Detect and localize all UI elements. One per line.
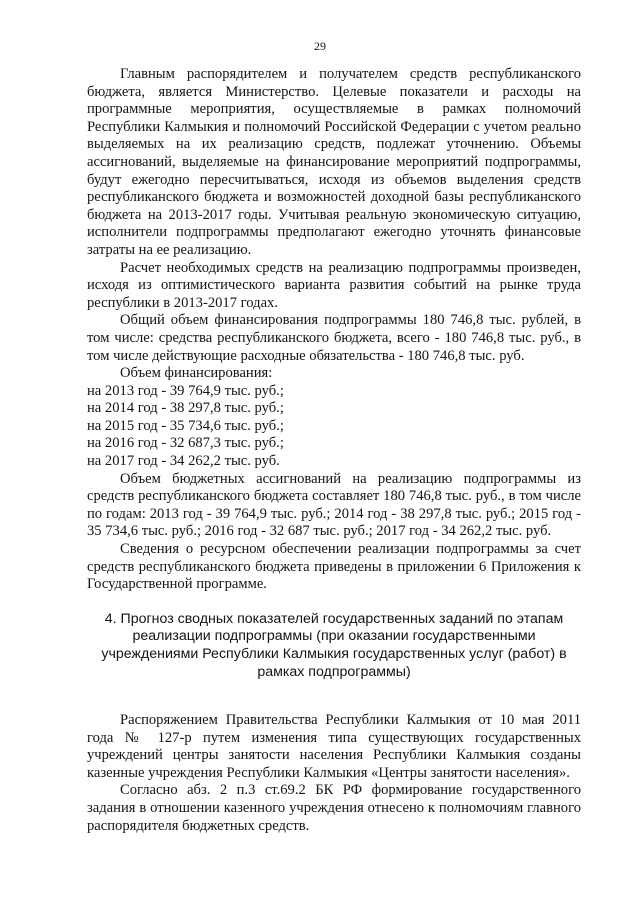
document-body	[87, 66, 581, 681]
funding-year-item: на 2016 год - 32 687,3 тыс. руб.;	[87, 435, 284, 452]
section-heading: 4. Прогноз сводных показателей государственных заданий по этапам реализации подпрограммы (при оказании государственными учреждениями Республики Калмыкия государственных услуг (работ) в рамках подпрограммы)	[101, 610, 567, 680]
paragraph-budget-allocations: Объем бюджетных ассигнований на реализацию подпрограммы из средств республиканского бюджета составляет 180 746,8 тыс. руб., в том числе по годам: 2013 год - 39 764,9 тыс. руб.; 2014 год - 38 297,8 тыс. руб.; 2015 год - 35 734,6 тыс. руб.; 2016 год - 32 687 тыс. руб.; 2017 год - 34 262,2 тыс. руб.	[87, 470, 581, 540]
paragraph-calculation: Расчет необходимых средств на реализацию подпрограммы произведен, исходя из оптимистического варианта развития событий на рынке труда республики в 2013-2017 годах.	[87, 259, 581, 311]
funding-by-year-list	[87, 383, 581, 471]
paragraph-total-funding: Общий объем финансирования подпрограммы 180 746,8 тыс. рублей, в том числе: средства республиканского бюджета, всего - 180 746,8 тыс. руб., в том числе действующие расходные обязательства - 180 746,8 тыс. руб.	[87, 312, 581, 364]
funding-year-item: на 2014 год - 38 297,8 тыс. руб.;	[87, 400, 284, 417]
paragraph-main-distributor: Главным распорядителем и получателем средств республиканского бюджета, является Министерство. Целевые показатели и расходы на программные мероприятия, осуществляемые в рамках полномочий Республики Калмыкия и полномочий Российской Федерации с учетом реально выделяемых на их реализацию средств, подлежат уточнению. Объемы ассигнований, выделяемые на финансирование мероприятий подпрограммы, будут ежегодно пересчитываться, исходя из объемов выделения средств республиканского бюджета и возможностей доходной базы республиканского бюджета на 2013-2017 годы. Учитывая реальную экономическую ситуацию, исполнители подпрограммы предполагают ежегодно уточнять финансовые затраты на ее реализацию.	[87, 66, 581, 258]
funding-year-item: на 2017 год - 34 262,2 тыс. руб.	[87, 453, 280, 470]
funding-label: Объем финансирования:	[120, 365, 273, 382]
paragraph-resource-info: Сведения о ресурсном обеспечении реализации подпрограммы за счет средств республиканского бюджета приведены в приложении 6 Приложения к Государственной программе.	[87, 541, 581, 593]
funding-year-item: на 2013 год - 39 764,9 тыс. руб.;	[87, 382, 284, 399]
funding-year-item: на 2015 год - 35 734,6 тыс. руб.;	[87, 417, 284, 434]
paragraph-government-order: Распоряжением Правительства Республики Калмыкия от 10 мая 2011 года № 127-р путем изменения типа существующих государственных учреждений центры занятости населения Республики Калмыкия созданы казенные учреждения Республики Калмыкия «Центры занятости населения».	[87, 712, 581, 781]
section-body	[87, 712, 581, 835]
page-number: 29	[314, 39, 326, 53]
paragraph-budget-code: Согласно абз. 2 п.3 ст.69.2 БК РФ формирование государственного задания в отношении казенного учреждения отнесено к полномочиям главного распорядителя бюджетных средств.	[87, 782, 581, 834]
